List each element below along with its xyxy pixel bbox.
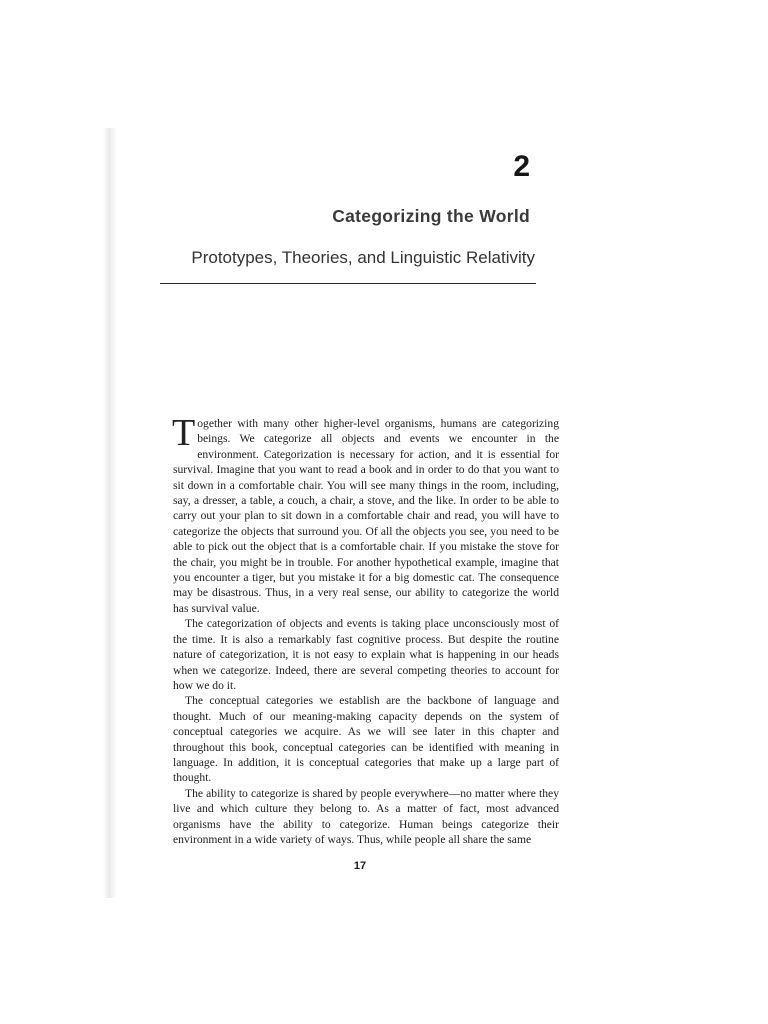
page-number: 17: [353, 860, 367, 872]
paragraph-2: The categorization of objects and events is taking place unconsciously most of the time. It is also a remarkably fast cognitive process. But despite the routine nature of categorization, it is not easy to explain what is happening in our heads when we categorize. Indeed, there are several competing theories to account for how we do it.: [173, 617, 559, 692]
chapter-title: Categorizing the World: [332, 206, 530, 226]
drop-cap: T: [172, 412, 196, 454]
scan-binding-shadow: [103, 128, 117, 898]
paragraph-4: The ability to categorize is shared by people everywhere—no matter where they live and which culture they belong to. As a matter of fact, most advanced organisms have the ability to categorize. Human beings categorize their environment in a wide variety of ways. Thus, while people all share the same: [173, 786, 559, 846]
body-text: [172, 412, 559, 847]
chapter-number: 2: [513, 150, 530, 183]
paragraph-3: The conceptual categories we establish are the backbone of language and thought. Much of our meaning-making capacity depends on the system of conceptual categories we acquire. As we will see later in this chapter and throughout this book, conceptual categories can be identified with meaning in language. In addition, it is conceptual categories that make up a large part of thought.: [173, 694, 559, 785]
paragraph-1: [172, 412, 559, 616]
chapter-subtitle: Prototypes, Theories, and Linguistic Relativity: [191, 248, 535, 267]
title-divider: [160, 283, 536, 284]
paragraph-1-text: ogether with many other higher-level organisms, humans are categorizing beings. We categorize all objects and events we encounter in the environment. Categorization is necessary for action, and it is essential for survival. Imagine that you want to read a book and in order to do that you want to sit down in a comfortable chair. You will see many things in the room, including, say, a dresser, a table, a couch, a chair, a stove, and the like. In order to be able to carry out your plan to sit down in a comfortable chair and read, you will have to categorize the objects that surround you. Of all the objects you see, you need to be able to pick out the object that is a comfortable chair. If you mistake the stove for the chair, you might be in trouble. For another hypothetical example, imagine that you encounter a tiger, but you mistake it for a big domestic cat. The consequence may be disastrous. Thus, in a very real sense, our ability to categorize the world has survival value.: [173, 417, 559, 615]
